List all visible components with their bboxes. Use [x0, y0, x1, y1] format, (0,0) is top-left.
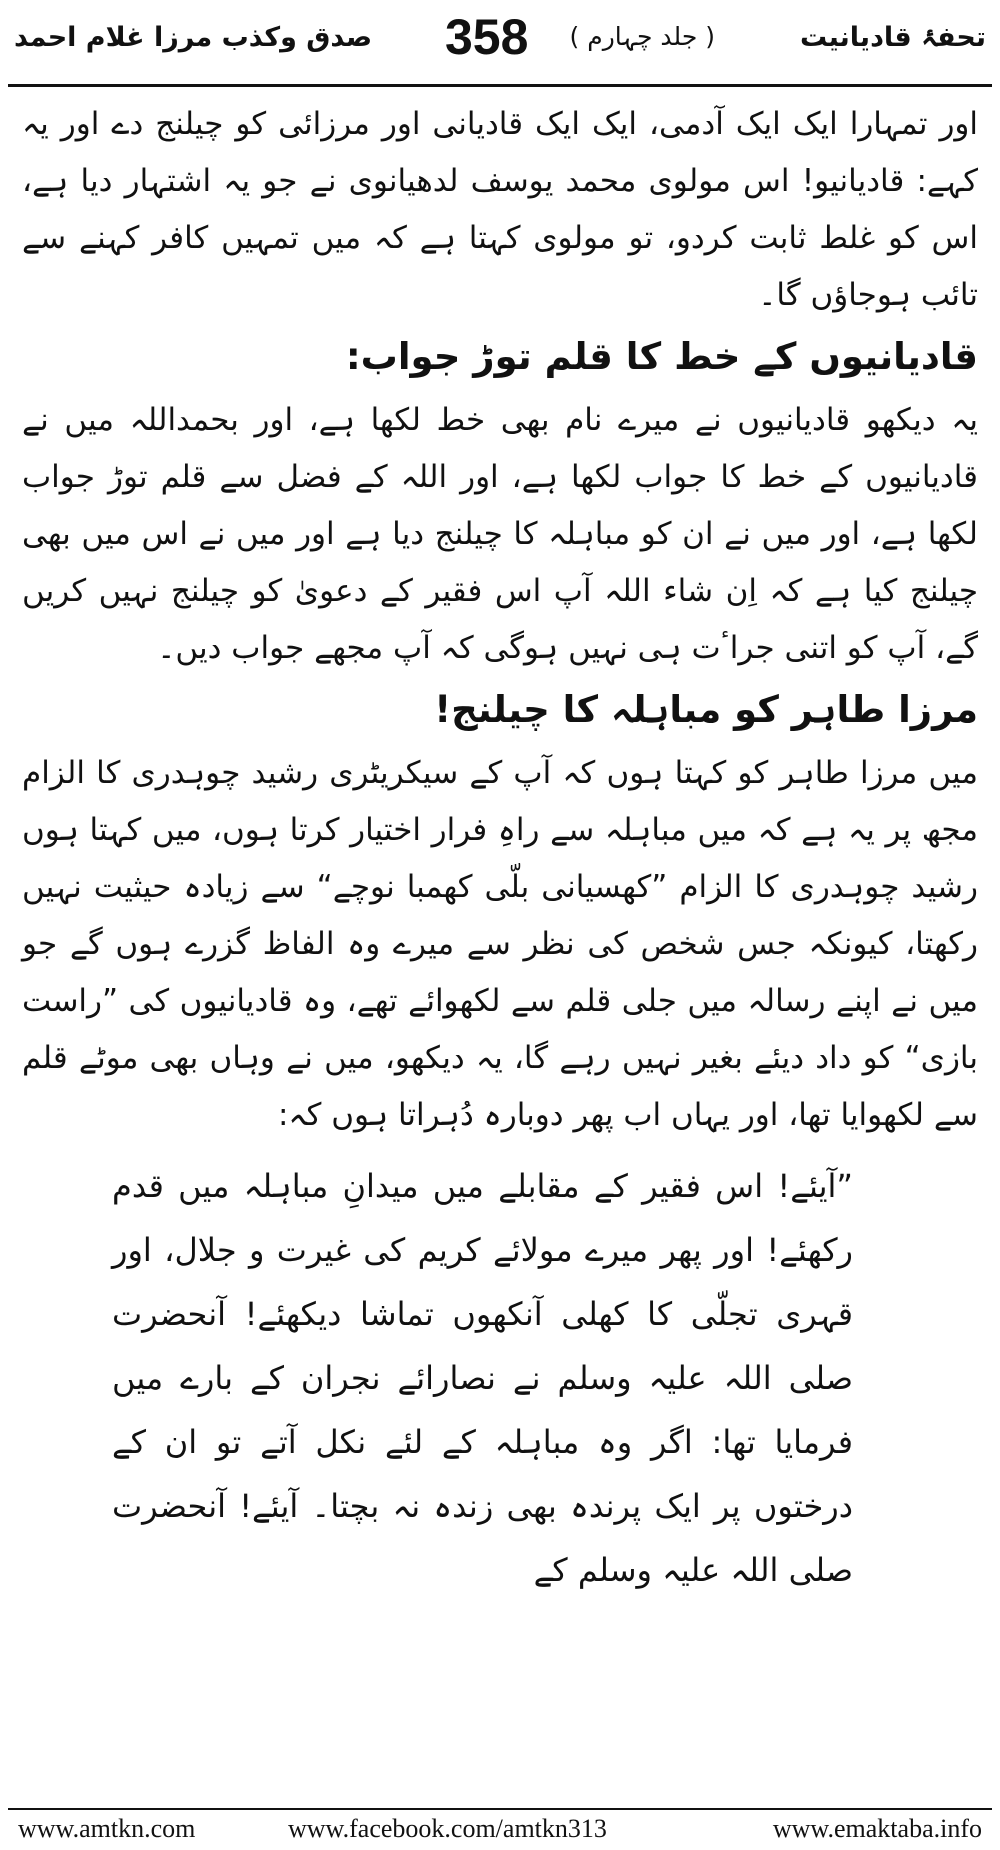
footer-link-facebook[interactable]: www.facebook.com/amtkn313 [288, 1814, 607, 1843]
page-header [0, 0, 1000, 82]
footer-link-amtkn[interactable]: www.amtkn.com [18, 1814, 196, 1843]
page-footer [18, 1814, 982, 1848]
section-heading: قادیانیوں کے خط کا قلم توڑ جواب: [345, 335, 978, 378]
paragraph: یہ دیکھو قادیانیوں نے میرے نام بھی خط لکھا ہے، اور بحمداللہ میں نے قادیانیوں کے خط کا جواب لکھا ہے، اور اللہ کے فضل سے قلم توڑ جواب لکھا ہے، اور میں نے ان کو مباہلہ کا چیلنج دیا ہے اور میں نے اس میں بھی چیلنج کیا ہے کہ اِن شاء اللہ آپ اس فقیر کے دعویٰ کو چیلنج نہیں کریں گے، آپ کو اتنی جراٴت ہی نہیں ہوگی کہ آپ مجھے جواب دیں۔ [22, 402, 978, 666]
paragraph: اور تمہارا ایک ایک آدمی، ایک ایک قادیانی اور مرزائی کو چیلنج دے اور یہ کہے: قادیانیو! اس مولوی محمد یوسف لدھیانوی نے جو یہ اشتہار دیا ہے، اس کو غلط ثابت کردو، تو مولوی کہتا ہے کہ میں تمہیں کافر کہنے سے تائب ہوجاؤں گا۔ [22, 106, 978, 313]
header-divider [8, 84, 992, 87]
book-title: تحفۂ قادیانیت [800, 22, 986, 53]
page-number: 358 [445, 9, 529, 65]
footer-link-emaktaba[interactable]: www.emaktaba.info [772, 1814, 982, 1843]
footer-divider [8, 1808, 992, 1810]
chapter-title: صدق وکذب مرزا غلام احمد [14, 22, 373, 53]
paragraph: میں مرزا طاہر کو کہتا ہوں کہ آپ کے سیکریٹری رشید چوہدری کا الزام مجھ پر یہ ہے کہ میں مباہلہ سے راہِ فرار اختیار کرتا ہوں، میں کہتا ہوں رشید چوہدری کا الزام ”کھسیانی بلّی کھمبا نوچے“ سے زیادہ حیثیت نہیں رکھتا، کیونکہ جس شخص کی نظر سے میرے وہ الفاظ گزرے ہوں گے جو میں نے اپنے رسالہ میں جلی قلم سے لکھوائے تھے، وہ قادیانیوں کی ”راست بازی“ کو داد دیئے بغیر نہیں رہے گا، یہ دیکھو، میں نے وہاں بھی موٹے قلم سے لکھوایا تھا، اور یہاں اب پھر دوبارہ دُہراتا ہوں کہ: [22, 755, 978, 1133]
block-quote: ”آیئے! اس فقیر کے مقابلے میں میدانِ مباہلہ میں قدم رکھئے! اور پھر میرے مولائے کریم کی غیرت و جلال، اور قہری تجلّی کا کھلی آنکھوں تماشا دیکھئے! آنحضرت صلی اللہ علیہ وسلم نے نصارائے نجران کے بارے میں فرمایا تھا: اگر وہ مباہلہ کے لئے نکل آتے تو ان کے درختوں پر ایک پرندہ بھی زندہ نہ بچتا۔ آیئے! آنحضرت صلی اللہ علیہ وسلم کے [112, 1167, 853, 1589]
section-heading: مرزا طاہر کو مباہلہ کا چیلنج! [434, 688, 978, 731]
page-body [22, 96, 978, 1602]
volume-label: ( جلد چہارم ) [569, 22, 715, 51]
